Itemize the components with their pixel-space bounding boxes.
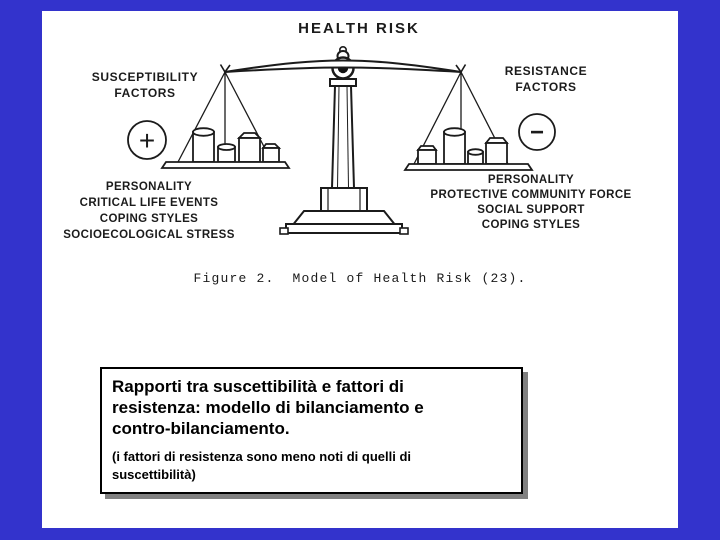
note-box <box>100 367 523 494</box>
minus-sign: − <box>529 119 545 146</box>
note-title-line: Rapporti tra suscettibilità e fattori di <box>112 377 404 396</box>
resistance-factors-label-line2: FACTORS <box>515 80 577 94</box>
resistance-factor-list <box>430 174 631 231</box>
figure-title: HEALTH RISK <box>298 20 420 37</box>
list-item: PROTECTIVE COMMUNITY FORCE <box>430 189 632 201</box>
list-item: CRITICAL LIFE EVENTS <box>79 197 219 209</box>
susceptibility-factor-list <box>63 181 235 241</box>
figure-caption: Figure 2. Model of Health Risk (23). <box>193 271 527 286</box>
note-title-line: contro-bilanciamento. <box>112 419 290 438</box>
note-subtitle <box>112 448 511 484</box>
pedestal <box>280 79 408 234</box>
plus-sign: + <box>138 125 156 156</box>
list-item: SOCIAL SUPPORT <box>477 204 585 216</box>
note-subtitle-line: (i fattori di resistenza sono meno noti di quelli di <box>112 449 412 464</box>
note-subtitle-line: suscettibilità) <box>112 467 196 482</box>
list-item: COPING STYLES <box>481 219 581 231</box>
list-item: PERSONALITY <box>487 174 575 186</box>
left-pan <box>162 72 289 168</box>
right-pan <box>405 72 532 170</box>
figure-image-panel <box>42 11 678 528</box>
note-title <box>112 376 511 439</box>
susceptibility-factors-label-line2: FACTORS <box>114 86 176 100</box>
resistance-factors-label: RESISTANCE <box>504 64 588 78</box>
susceptibility-factors-label: SUSCEPTIBILITY <box>91 70 199 84</box>
list-item: PERSONALITY <box>105 181 193 193</box>
note-title-line: resistenza: modello di bilanciamento e <box>112 398 424 417</box>
list-item: COPING STYLES <box>99 213 199 225</box>
list-item: SOCIOECOLOGICAL STRESS <box>63 229 235 241</box>
